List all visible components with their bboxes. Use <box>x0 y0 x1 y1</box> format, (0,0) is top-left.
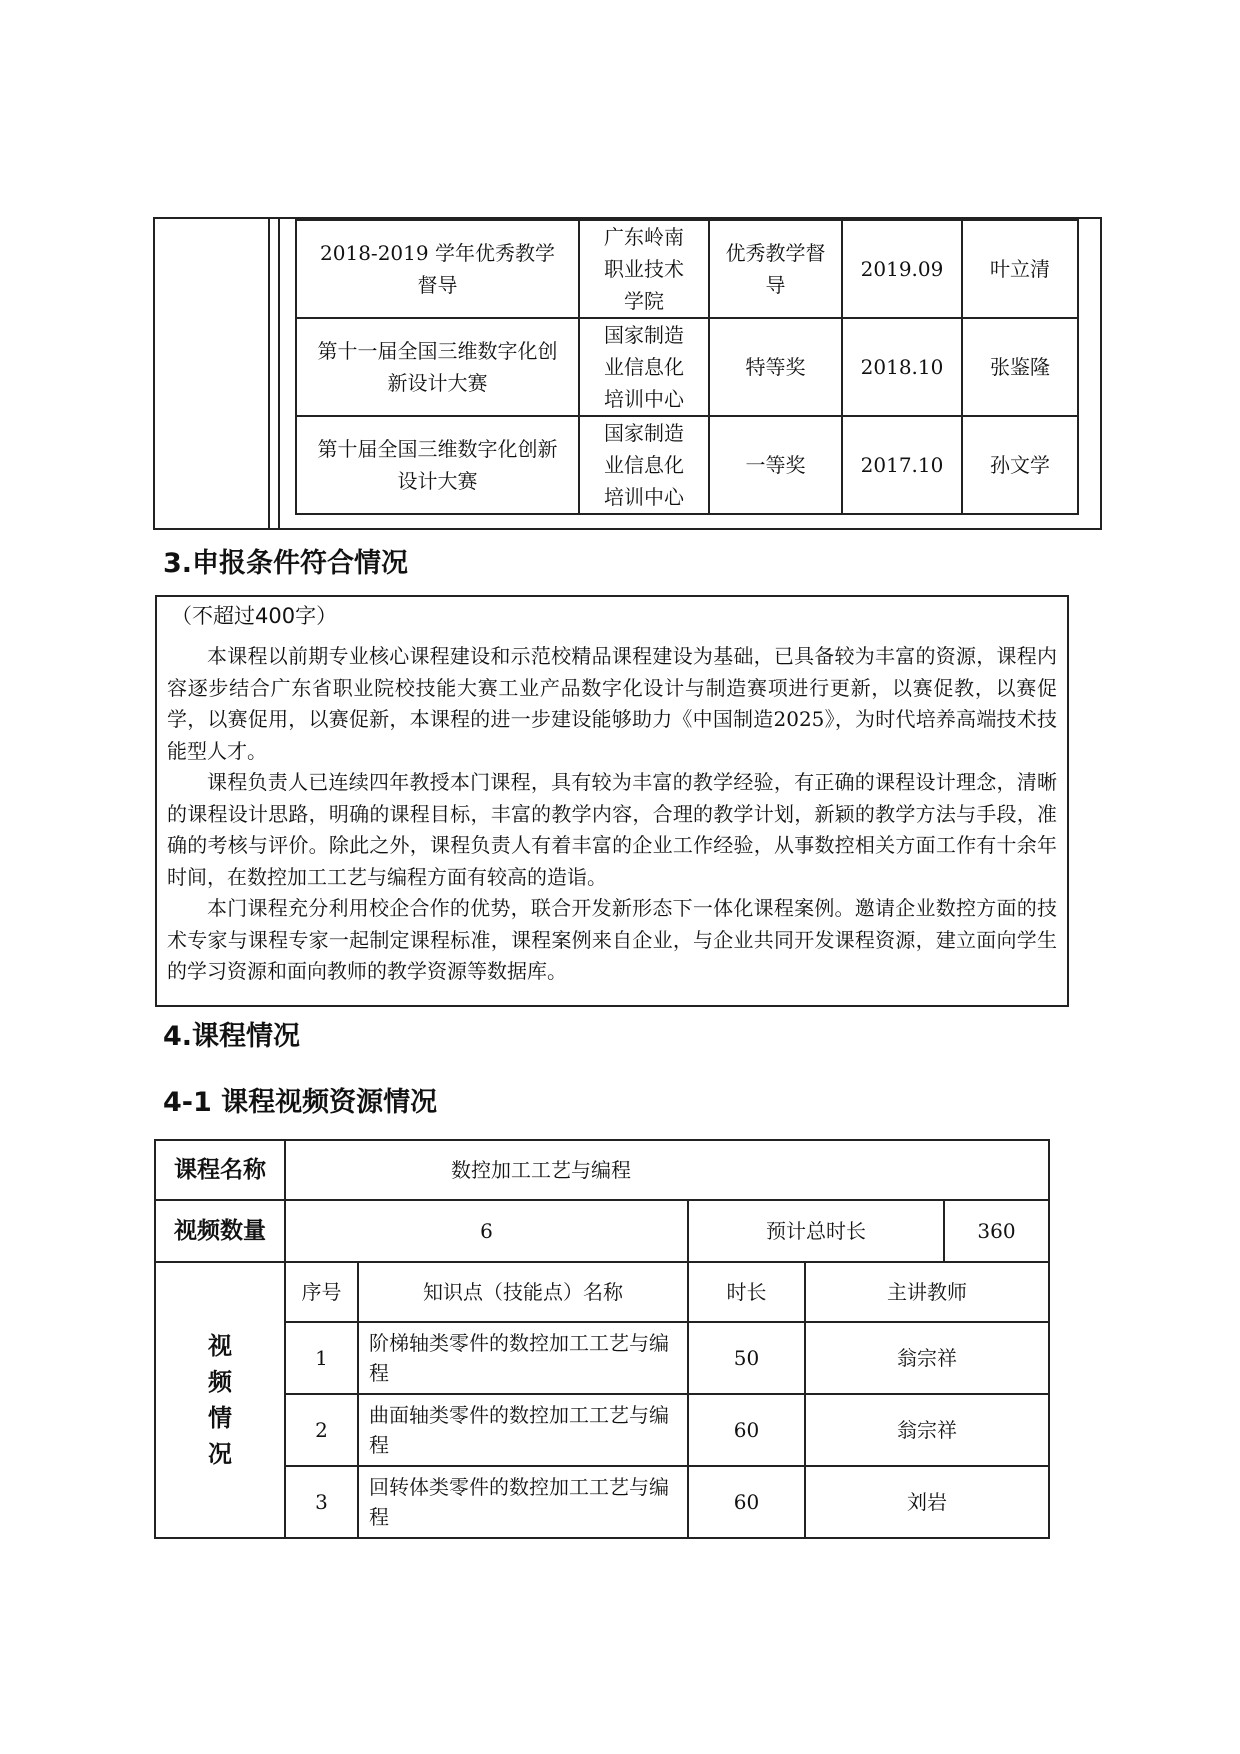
row-duration: 60 <box>688 1394 805 1466</box>
total-duration-value: 360 <box>977 1219 1016 1243</box>
awards-frame-divider <box>268 219 270 528</box>
award-org: 国家制造业信息化培训中心 <box>579 318 709 416</box>
table-row <box>155 1466 1049 1538</box>
header-seq: 序号 <box>285 1262 358 1322</box>
award-name: 第十一届全国三维数字化创新设计大赛 <box>296 318 579 416</box>
table-row <box>296 220 1078 318</box>
conditions-box <box>155 595 1069 1007</box>
row-seq: 3 <box>285 1466 358 1538</box>
video-count-label: 视频数量 <box>155 1200 285 1262</box>
section-4-1-heading: 4-1 课程视频资源情况 <box>163 1087 438 1118</box>
award-date: 2017.10 <box>842 416 962 514</box>
paragraph: 本门课程充分利用校企合作的优势，联合开发新形态下一体化课程案例。邀请企业数控方面的技术专家与课程专家一起制定课程标准，课程案例来自企业，与企业共同开发课程资源，建立面向学生的学习资源和面向教师的教学资源等数据库。 <box>167 896 1057 983</box>
awards-frame-divider <box>278 219 280 528</box>
row-teacher: 翁宗祥 <box>805 1322 1049 1394</box>
row-duration: 50 <box>688 1322 805 1394</box>
table-row <box>155 1262 1049 1322</box>
course-name-value: 数控加工工艺与编程 <box>285 1140 1049 1200</box>
row-seq: 1 <box>285 1322 358 1394</box>
section-3-heading: 3.申报条件符合情况 <box>163 548 409 579</box>
duration-cells <box>688 1200 1049 1262</box>
award-level: 一等奖 <box>709 416 842 514</box>
award-person: 孙文学 <box>962 416 1078 514</box>
row-knowledge-point: 阶梯轴类零件的数控加工工艺与编程 <box>358 1322 688 1394</box>
video-info-label: 视 频 情 况 <box>155 1262 285 1538</box>
row-duration: 60 <box>688 1466 805 1538</box>
award-level: 特等奖 <box>709 318 842 416</box>
row-knowledge-point: 回转体类零件的数控加工工艺与编程 <box>358 1466 688 1538</box>
table-row <box>296 318 1078 416</box>
row-knowledge-point: 曲面轴类零件的数控加工工艺与编程 <box>358 1394 688 1466</box>
table-row <box>155 1322 1049 1394</box>
award-date: 2019.09 <box>842 220 962 318</box>
award-person: 叶立清 <box>962 220 1078 318</box>
course-video-table <box>154 1139 1050 1539</box>
section-4-heading: 4.课程情况 <box>163 1021 301 1052</box>
award-name: 第十届全国三维数字化创新设计大赛 <box>296 416 579 514</box>
header-duration: 时长 <box>688 1262 805 1322</box>
award-date: 2018.10 <box>842 318 962 416</box>
award-person: 张鉴隆 <box>962 318 1078 416</box>
paragraph: 课程负责人已连续四年教授本门课程，具有较为丰富的教学经验，有正确的课程设计理念，清晰的课程设计思路，明确的课程目标，丰富的教学内容，合理的教学计划，新颖的教学方法与手段，准确的考核与评价。除此之外，课程负责人有着丰富的企业工作经验，从事数控相关方面工作有十余年时间，在数控加工工艺与编程方面有较高的造诣。 <box>167 770 1057 889</box>
total-duration-label: 预计总时长 <box>689 1201 944 1261</box>
table-row <box>155 1140 1049 1200</box>
table-row <box>155 1200 1049 1262</box>
header-knowledge-point: 知识点（技能点）名称 <box>358 1262 688 1322</box>
table-row <box>155 1394 1049 1466</box>
award-org: 广东岭南职业技术学院 <box>579 220 709 318</box>
award-level: 优秀教学督导 <box>709 220 842 318</box>
table-row <box>296 416 1078 514</box>
row-seq: 2 <box>285 1394 358 1466</box>
word-limit-note: （不超过400字） <box>171 604 338 628</box>
award-org: 国家制造业信息化培训中心 <box>579 416 709 514</box>
award-name: 2018-2019 学年优秀教学督导 <box>296 220 579 318</box>
row-teacher: 刘岩 <box>805 1466 1049 1538</box>
row-teacher: 翁宗祥 <box>805 1394 1049 1466</box>
paragraph: 本课程以前期专业核心课程建设和示范校精品课程建设为基础，已具备较为丰富的资源，课程内容逐步结合广东省职业院校技能大赛工业产品数字化设计与制造赛项进行更新，以赛促教，以赛促学，以赛促用，以赛促新，本课程的进一步建设能够助力《中国制造2025》，为时代培养高端技术技能型人才。 <box>167 644 1057 763</box>
header-teacher: 主讲教师 <box>805 1262 1049 1322</box>
awards-table <box>295 219 1079 515</box>
course-name-label: 课程名称 <box>155 1140 285 1200</box>
conditions-text <box>167 641 1057 988</box>
video-count-value: 6 <box>285 1200 688 1262</box>
